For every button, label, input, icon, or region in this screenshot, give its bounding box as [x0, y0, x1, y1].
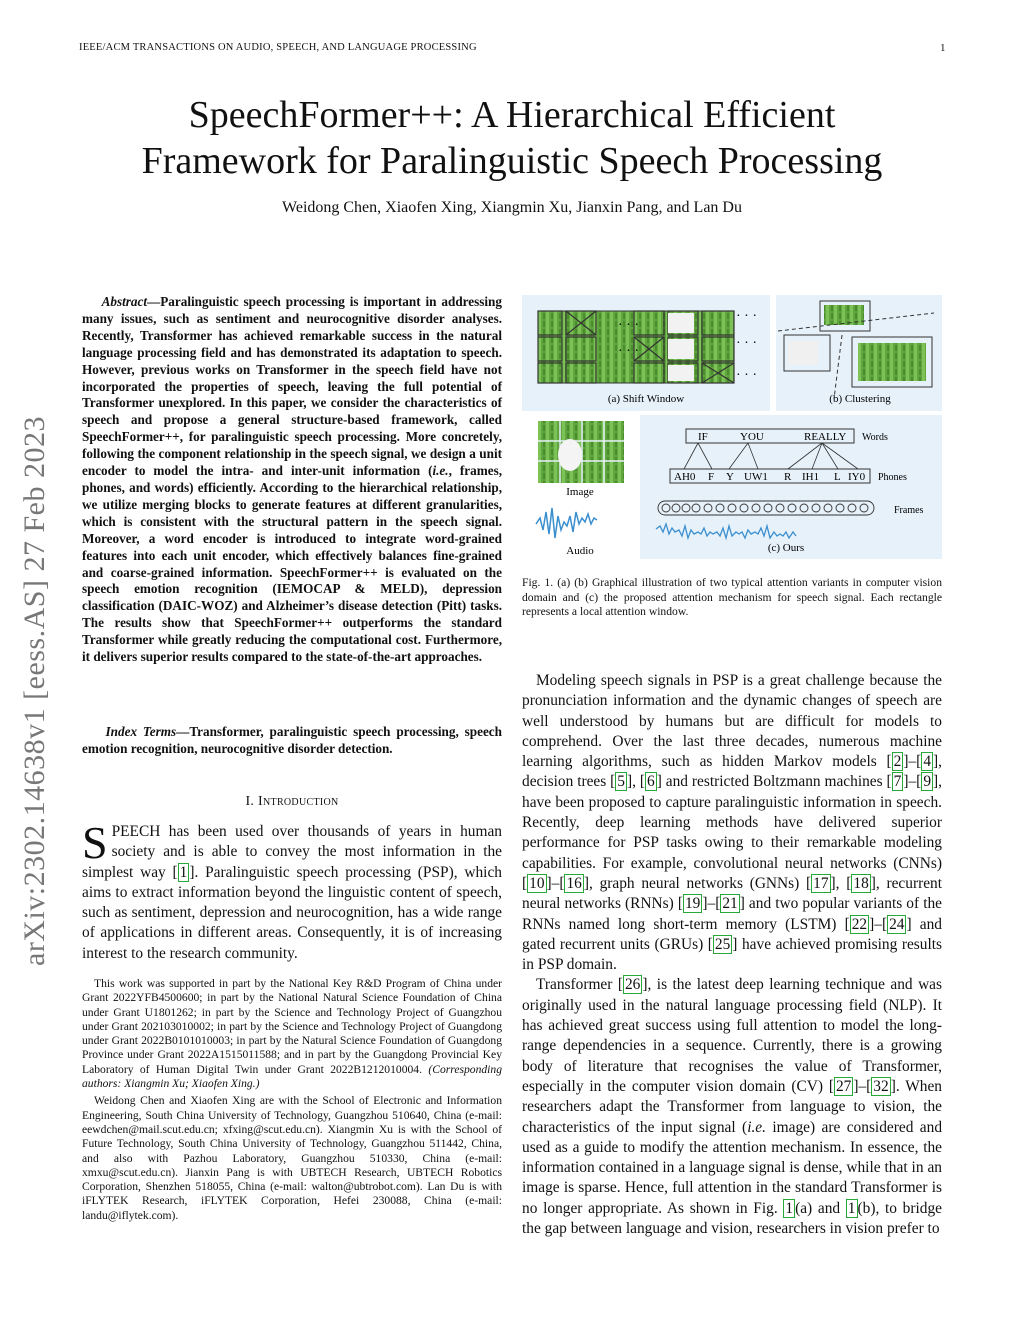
text-run: image) are considered and used as a guide to modify the attention mechanism. In essence, the information contained in a language signal is dense, while that in an image is sparse. Hence, full attention in the standard Transformer is no longer appropriate. As shown in Fig. [522, 1118, 943, 1217]
citation-link[interactable]: 24 [889, 915, 905, 933]
intro-text-b: ]. Paralinguistic speech processing (PSP), which aims to extract information beyond the linguistic content of speech, such as sentiment, depression and neurocognition, has a wide range of applications in different areas. Consequently, it is of increasing interest to the research community. [82, 863, 502, 962]
citation-link[interactable]: 19 [684, 895, 701, 913]
abstract-ie: i.e. [432, 463, 449, 479]
text-run: ], have been proposed to capture paralinguistic information in speech. Recently, deep learning methods have delivered superior performance for PSP tasks owing to their remarkable modeling capabilities. For example, convolutional neural networks (CNNs) [ [522, 773, 942, 892]
citation-link[interactable]: 26 [624, 976, 641, 994]
text-run: ], [ [627, 773, 646, 791]
index-terms-label: Index Terms [105, 724, 177, 739]
word-if: IF [698, 431, 708, 443]
section-title: Introduction [258, 794, 339, 809]
figure-1-graphic [522, 295, 942, 560]
citation-link[interactable]: 1 [847, 1199, 856, 1217]
citation-link[interactable]: 22 [851, 915, 868, 933]
text-run: (b), to bridge the gap between language and vision, researchers in vision prefer to [522, 1199, 942, 1238]
funding-text: This work was supported in part by the National Key R&D Program of China under Grant 2022YFB4500600; in part by the National Natural Science Foundation of China under Grant U1801262; in part by the Science and Technology Project of Guangzhou under Grant 202103010002; in part by the Science and Technology Project of Guangdong under Grant 2022B0101010003; in part by the Natural Science Foundation of Guangdong Province under Grant 2022A1515011588; and in part by the Guangdong Provincial Key Laboratory of Human Digital Twin under Grant 2022B1212010004. [82, 977, 502, 1076]
arxiv-watermark: arXiv:2302.14638v1 [eess.AS] 27 Feb 2023 [18, 416, 51, 966]
phone-ih1: IH1 [802, 471, 820, 483]
citation-link[interactable]: 5 [617, 773, 625, 791]
page-number: 1 [940, 42, 946, 54]
text-run: ], graph neural networks (GNNs) [ [583, 874, 812, 892]
text-run: ]–[ [903, 753, 922, 771]
running-header: IEEE/ACM TRANSACTIONS ON AUDIO, SPEECH, AND LANGUAGE PROCESSING [79, 42, 477, 53]
funding-note [82, 977, 502, 1091]
citation-link[interactable]: 16 [566, 874, 582, 892]
citation-link[interactable]: 2 [893, 753, 902, 771]
right-column-text [522, 671, 942, 1239]
words-label: Words [862, 432, 888, 443]
footnote [82, 977, 502, 1226]
dots-a4: · · · [736, 336, 757, 351]
paragraph-transformer [522, 975, 942, 1239]
citation-link[interactable]: 25 [714, 935, 731, 953]
label-shift-window: (a) Shift Window [607, 393, 685, 405]
figure-1 [522, 295, 942, 560]
phone-uw1: UW1 [744, 471, 768, 483]
citation-link[interactable]: 27 [835, 1077, 852, 1095]
citation-link[interactable]: 9 [923, 773, 932, 791]
phone-ah0: AH0 [674, 471, 696, 483]
citation-link[interactable]: 32 [873, 1077, 889, 1095]
text-run: ]–[ [853, 1077, 872, 1095]
phone-f: F [708, 471, 715, 483]
text-run: ], decision trees [ [522, 753, 942, 791]
dots-a2: · · · [618, 344, 639, 359]
abstract [82, 294, 502, 666]
phone-y: Y [726, 471, 734, 483]
dots-a1: · · · [618, 318, 639, 333]
section-number: I. [245, 794, 255, 809]
dots-a3: · · · [736, 309, 757, 324]
text-run: (a) and [795, 1199, 846, 1217]
index-terms [82, 724, 502, 758]
text-run: ]–[ [702, 895, 721, 913]
corresponding-authors: (Corresponding authors: Xiangmin Xu; Xiaofen Xing.) [82, 1062, 502, 1091]
text-run: ]–[ [903, 773, 922, 791]
text-run: ]–[ [869, 915, 888, 933]
drop-cap: S [82, 817, 108, 868]
citation-link[interactable]: 10 [529, 874, 545, 892]
text-run: i.e. [747, 1118, 766, 1136]
citation-link[interactable]: 1 [179, 863, 188, 881]
paper-title [60, 92, 964, 184]
text-run: ]. When researchers adapt the Transformer from language to vision, the characteristics of the input signal ( [522, 1077, 942, 1136]
index-terms-text: —Transformer, paralinguistic speech processing, speech emotion recognition, neurocognitive disorder detection. [82, 724, 502, 756]
author-list: Weidong Chen, Xiaofen Xing, Xiangmin Xu, Jianxin Pang, and Lan Du [282, 199, 742, 216]
abstract-text-2: , frames, phones, and words) efficiently. According to the hierarchical relationship, we utilize merging blocks to generate features at different granularities, which is consistent with the structural pattern in the speech signal. Moreover, a word encoder is introduced to integrate word-grained features into each unit encoder, which effectively balances fine-grained and coarse-grained information. SpeechFormer++ is evaluated on the speech emotion recognition (IEMOCAP & MELD), depression classification (DAIC-WOZ) and Alzheimer’s disease detection (Pitt) tasks. The results show that SpeechFormer++ outperforms the standard Transformer while greatly reducing the computational cost. Furthermore, it delivers superior results compared to the state-of-the-art approaches. [82, 463, 503, 665]
intro-text-a: PEECH has been used over thousands of years in human society and is able to convey the most information in the simplest way [ [82, 823, 502, 881]
citation-link[interactable]: 1 [785, 1199, 794, 1217]
label-ours: (c) Ours [767, 542, 805, 554]
audio-waveform [536, 508, 597, 538]
text-run: ], recurrent neural networks (RNNs) [ [522, 874, 943, 913]
label-image: Image [566, 486, 594, 498]
citation-link[interactable]: 21 [722, 895, 738, 913]
panel-c-background [640, 415, 942, 559]
text-run: ] and two popular variants of the RNNs named long short-term memory (LSTM) [ [522, 895, 942, 933]
text-run: ]–[ [546, 874, 565, 892]
text-run: Transformer [ [536, 976, 623, 994]
phone-l: L [834, 471, 841, 483]
citation-link[interactable]: 7 [893, 773, 902, 791]
intro-paragraph [82, 817, 502, 964]
abstract-text: —Paralinguistic speech processing is important in addressing many issues, such as sentiment and neurocognitive disorder analyses. Recently, Transformer has achieved remarkable success in the natural language processing field and has demonstrated its adaptation to speech. However, previous works on Transformer in the speech field have not incorporated the properties of speech, leaving the full potential of Transformer unexplored. In this paper, we consider the characteristics of speech and propose a general structure-based framework, called SpeechFormer++, for paralinguistic speech processing. More concretely, following the component relationship in the speech signal, we design a unit encoder to model the intra- and inter-unit information ( [82, 294, 502, 479]
citation-link[interactable]: 6 [647, 773, 655, 791]
word-really: REALLY [804, 431, 847, 443]
abstract-label: Abstract [101, 294, 148, 309]
label-audio: Audio [566, 545, 594, 557]
text-run: ] and restricted Boltzmann machines [ [656, 773, 892, 791]
paragraph-related-work [522, 671, 942, 975]
phones-label: Phones [878, 472, 907, 483]
title-line-1: SpeechFormer++: A Hierarchical Efficient [188, 94, 836, 136]
word-you: YOU [740, 431, 764, 443]
citation-link[interactable]: 4 [923, 753, 932, 771]
image-thumbnail [538, 421, 624, 483]
phone-r: R [784, 471, 792, 483]
citation-link[interactable]: 18 [853, 874, 869, 892]
frames-label: Frames [894, 505, 924, 516]
text-run: Modeling speech signals in PSP is a great challenge because the pronunciation information and the dynamic changes of speech are well understood by humans but are difficult for models to comprehend. Over the last three decades, numerous machine learning algorithms, such as hidden Markov models [ [522, 672, 942, 771]
text-run: ], [ [830, 874, 852, 892]
text-run: ] and gated recurrent units (GRUs) [ [522, 915, 942, 953]
section-heading [82, 794, 502, 810]
title-line-2: Framework for Paralinguistic Speech Processing [141, 140, 883, 182]
figure-caption: Fig. 1. (a) (b) Graphical illustration of two typical attention variants in computer vision domain and (c) the proposed attention mechanism for speech signal. Each rectangle represents a local attention window. [522, 576, 942, 618]
label-clustering: (b) Clustering [829, 393, 891, 405]
text-run: ] have achieved promising results in PSP domain. [522, 935, 943, 974]
affiliation-note: Weidong Chen and Xiaofen Xing are with the School of Electronic and Information Engineering, South China University of Technology, Guangzhou 510640, China (e-mail: eewdchen@mail.scut.edu.cn; xfxing@scut.edu.cn). Xiangmin Xu is with the School of Future Technology, South China University of Technology, Guangzhou 511442, China, and also with Pazhou Laboratory, Guangzhou 510330, China (e-mail: xmxu@scut.edu.cn). Jianxin Pang is with UBTECH Research, UBTECH Robotics Corporation, Shenzhen 518055, China (e-mail: walton@ubtrobot.com). Lan Du is with iFLYTEK Research, iFLYTEK Corporation, Hefei 230088, China (e-mail: landu@iflytek.com). [82, 1094, 502, 1222]
citation-link[interactable]: 17 [813, 874, 829, 892]
text-run: ], is the latest deep learning technique and was originally used in the natural language processing field (NLP). It has achieved great success using full attention to model the long-range dependencies in a sequence. Currently, there is a growing body of literature that recognises the value of Transformer, especially in the computer vision domain (CV) [ [522, 976, 942, 1095]
phone-iy0: IY0 [848, 471, 866, 483]
dots-a5: · · · [736, 368, 757, 383]
